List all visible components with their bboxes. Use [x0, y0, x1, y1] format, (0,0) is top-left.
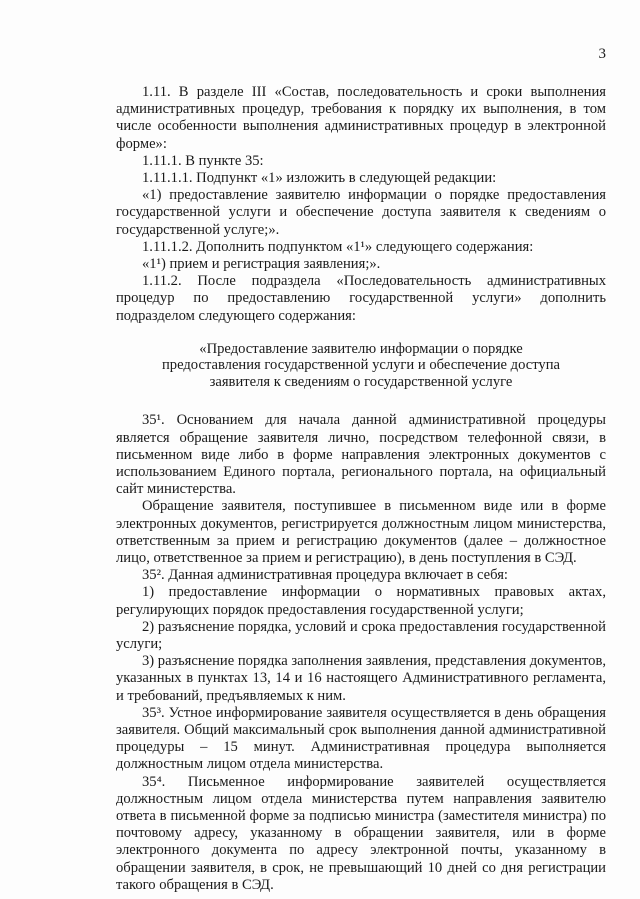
paragraph: Обращение заявителя, поступившее в письменном виде или в форме электронных документов, регистрируется должностным лицом министерства, ответственным за прием и регистрацию документов (далее – должностное лицо, ответственное за прием и регистрацию), в день поступления в СЭД. — [116, 498, 606, 566]
paragraph: «1¹) прием и регистрация заявления;». — [142, 256, 381, 273]
document-body — [116, 84, 606, 894]
paragraph: 2) разъяснение порядка, условий и срока предоставления государственной услуги; — [116, 618, 606, 652]
paragraph: 1) предоставление информации о нормативных правовых актах, регулирующих порядок предоставления государственной услуги; — [116, 584, 606, 618]
paragraph: 3) разъяснение порядка заполнения заявления, представления документов, указанных в пунктах 13, 14 и 16 настоящего Административного регламента, и требований, предъявляемых к ним. — [116, 653, 606, 704]
paragraph: 35³. Устное информирование заявителя осуществляется в день обращения заявителя. Общий максимальный срок выполнения данной административной процедуры – 15 минут. Административная процедура выполняется должностным лицом отдела министерства. — [116, 704, 606, 773]
page-number: 3 — [598, 46, 606, 62]
paragraph: 1.11.1.2. Дополнить подпунктом «1¹» следующего содержания: — [142, 238, 534, 255]
paragraph: 35⁴. Письменное информирование заявителей осуществляется должностным лицом отдела министерства путем направления заявителю ответа в письменной форме за подписью министра (заместителя министра) по почтовому адресу, указанному в обращении заявителя, или в форме электронного документа по адресу электронной почты, указанному в обращении заявителя, в срок, не превышающий 10 дней со дня регистрации такого обращения в СЭД. — [116, 773, 606, 893]
paragraph: 1.11.1. В пункте 35: — [142, 152, 264, 169]
heading-line: предоставления государственной услуги и обеспечение доступа — [161, 357, 560, 374]
paragraph: 35¹. Основанием для начала данной административной процедуры является обращение заявителя лично, посредством телефонной связи, в письменном виде либо в форме направления электронных документов с использованием Единого портала, регионального портала, на официальный сайт министерства. — [116, 412, 606, 498]
paragraph: 1.11.2. После подраздела «Последовательность административных процедур по предоставлению государственной услуги» дополнить подразделом следующего содержания: — [116, 273, 606, 324]
paragraph: 1.11. В разделе III «Состав, последовательность и сроки выполнения административных процедур, требования к порядку их выполнения, в том числе особенности выполнения административных процедур в электронной форме»: — [116, 84, 606, 152]
heading-line: «Предоставление заявителю информации о порядке — [199, 340, 523, 357]
paragraph: «1) предоставление заявителю информации о порядке предоставления государственной услуги и обеспечение доступа заявителя к сведениям о государственной услуге;». — [116, 187, 606, 238]
heading-line: заявителя к сведениям о государственной услуге — [209, 373, 513, 390]
section-heading — [122, 341, 600, 391]
paragraph: 35². Данная административная процедура включает в себя: — [142, 567, 508, 584]
paragraph: 1.11.1.1. Подпункт «1» изложить в следующей редакции: — [142, 170, 497, 187]
